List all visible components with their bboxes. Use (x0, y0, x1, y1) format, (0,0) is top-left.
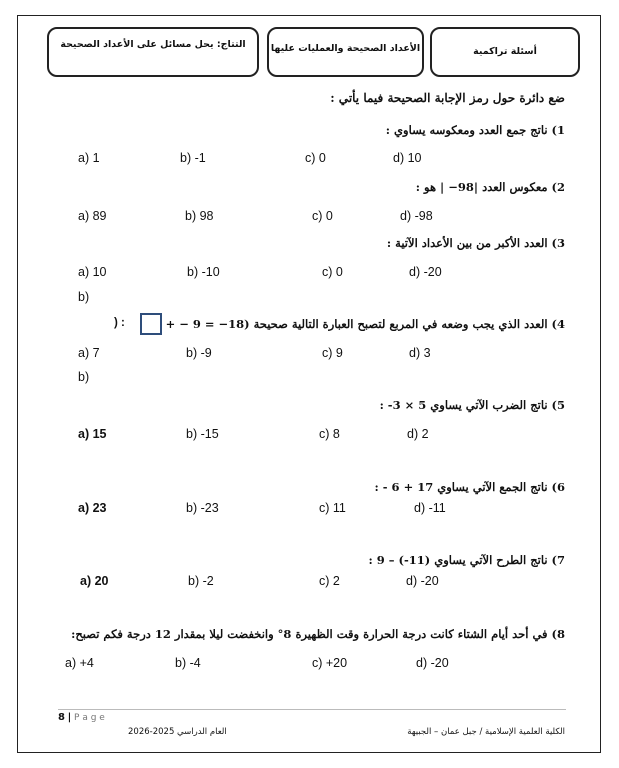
q3-option-c: c) 0 (322, 265, 343, 279)
page-word: P a g e (74, 713, 105, 723)
instruction: ضع دائرة حول رمز الإجابة الصحيحة فيما يأتي : (330, 91, 565, 105)
q3-option-d: d) -20 (409, 265, 442, 279)
header-type-box (430, 27, 580, 77)
header-topic-text: الأعداد الصحيحة والعمليات عليها (270, 43, 421, 54)
q3-option-b: b) -10 (187, 265, 220, 279)
answer-square-blank (140, 313, 162, 335)
q2-option-d: d) -98 (400, 209, 433, 223)
q5-option-a: a) 15 (78, 427, 107, 441)
question-8: 8) في أحد أيام الشتاء كانت درجة الحرارة وقت الظهيرة 8° وانخفضت ليلا بمقدار 12 درجة فكم تصبح: (71, 627, 565, 641)
header-outcome-text: التتاج: يحل مسائل على الأعداد الصحيحة (60, 39, 246, 50)
header-topic-box (267, 27, 424, 77)
q7-option-b: b) -2 (188, 574, 214, 588)
footer-divider (58, 709, 566, 710)
q6-option-a: a) 23 (78, 501, 107, 515)
q8-option-a: a) +4 (65, 656, 94, 670)
q2-option-c: c) 0 (312, 209, 333, 223)
q7-option-d: d) -20 (406, 574, 439, 588)
q4-stray-label: b) (78, 370, 90, 384)
header-outcome-box (47, 27, 259, 77)
q7-option-a: a) 20 (80, 574, 109, 588)
academic-year: العام الدراسي 2025-2026 (128, 727, 227, 737)
question-7: 7) ناتج الطرح الآتي يساوي (11-) – 9 : (368, 553, 565, 567)
q6-option-c: c) 11 (319, 501, 346, 515)
q1-option-d: d) 10 (393, 151, 422, 165)
question-6: 6) ناتج الجمع الآتي يساوي 17 + 6 - : (374, 480, 565, 494)
question-4: 4) العدد الذي يجب وضعه في المربع لتصبح العبارة التالية صحيحة (18− = 9 − + (165, 317, 565, 331)
q4-option-b: b) -9 (186, 346, 212, 360)
school-name: الكلية العلمية الإسلامية / جبل عمان – الجبيهة (407, 727, 565, 737)
q2-option-a: a) 89 (78, 209, 107, 223)
q2-option-b: b) 98 (185, 209, 214, 223)
q4-tail: ) : (114, 317, 125, 329)
q1-option-a: a) 1 (78, 151, 100, 165)
page-number (58, 712, 105, 723)
q5-option-c: c) 8 (319, 427, 340, 441)
q1-option-b: b) -1 (180, 151, 206, 165)
q4-option-a: a) 7 (78, 346, 100, 360)
q7-option-c: c) 2 (319, 574, 340, 588)
q6-option-b: b) -23 (186, 501, 219, 515)
q1-option-c: c) 0 (305, 151, 326, 165)
q4-option-d: d) 3 (409, 346, 431, 360)
q5-option-b: b) -15 (186, 427, 219, 441)
q6-option-d: d) -11 (414, 501, 446, 515)
page-number-value: 8 (58, 712, 65, 723)
q8-option-b: b) -4 (175, 656, 201, 670)
q8-option-d: d) -20 (416, 656, 449, 670)
q4-option-c: c) 9 (322, 346, 343, 360)
page-number-separator: | (67, 712, 72, 723)
q3-option-a: a) 10 (78, 265, 107, 279)
question-3: 3) العدد الأكبر من بين الأعداد الآتية : (386, 236, 565, 250)
header-type-text: أسئلة تراكمية (473, 46, 537, 57)
question-5: 5) ناتج الضرب الآتي يساوي 5 × 3- : (379, 398, 565, 412)
q5-option-d: d) 2 (407, 427, 429, 441)
q8-option-c: c) +20 (312, 656, 348, 670)
q3-stray-label: b) (78, 290, 90, 304)
question-1: 1) ناتج جمع العدد ومعكوسه يساوي : (385, 123, 565, 137)
question-2: 2) معكوس العدد |98− | هو : (415, 180, 565, 194)
